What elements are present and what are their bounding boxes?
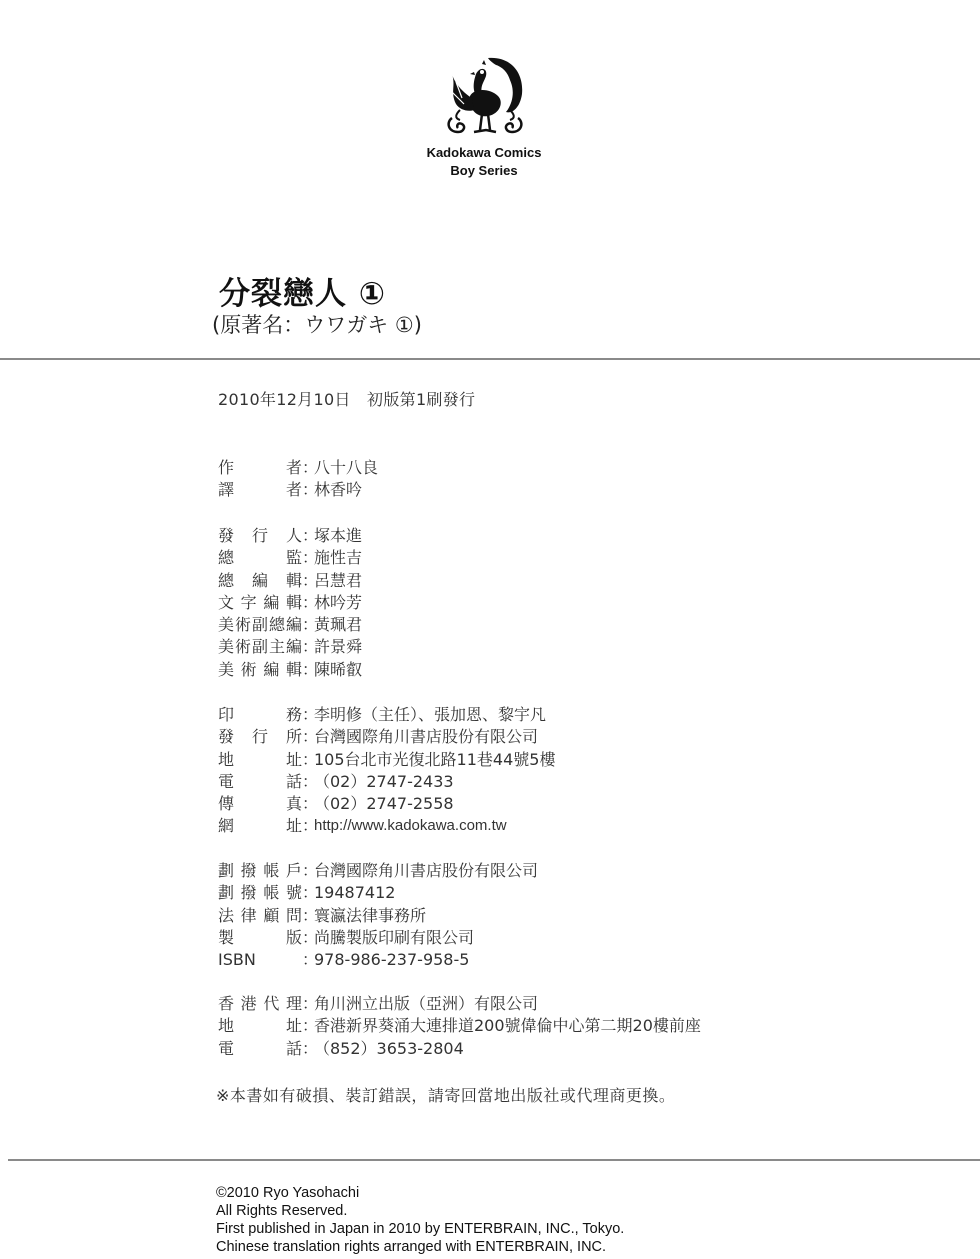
- first-published-line: First published in Japan in 2010 by ENTERBRAIN, INC., Tokyo.: [216, 1221, 625, 1237]
- hk-label: 地 址: [218, 1016, 302, 1036]
- legal-value: 寰瀛法律事務所: [314, 905, 427, 925]
- staff-label: 發行人: [218, 526, 302, 545]
- company-value: 台灣國際角川書店股份有限公司: [314, 727, 539, 747]
- legal-row: [218, 927, 538, 949]
- staff-value: 施性吉: [314, 548, 363, 568]
- company-row: [218, 793, 555, 815]
- hk-label: 電 話: [218, 1038, 302, 1058]
- translation-rights-line: Chinese translation rights arranged with ENTERBRAIN, INC.: [216, 1239, 607, 1255]
- company-label: 地 址: [218, 749, 302, 769]
- copyright-block: [216, 1184, 624, 1256]
- colon: ：: [302, 1016, 319, 1036]
- publication-date: 2010年12月10日 初版第1刷發行: [218, 390, 476, 409]
- rights-line: All Rights Reserved.: [216, 1203, 348, 1219]
- original-title: (原著名：ウワガキ ①): [212, 313, 422, 337]
- company-value: （02）2747-2433: [314, 771, 454, 791]
- divider-top: [0, 358, 980, 360]
- hk-label: 香港代理: [218, 994, 302, 1013]
- isbn-value: 978-986-237-958-5: [314, 950, 470, 970]
- colon: ：: [302, 861, 319, 880]
- credit-value: 八十八良: [314, 458, 379, 477]
- credit-label: 譯 者: [218, 480, 302, 500]
- staff-label: 總編輯: [218, 570, 302, 590]
- colon: ：: [302, 905, 319, 925]
- legal-row: [218, 860, 538, 882]
- company-value: 105台北市光復北路11巷44號5樓: [314, 749, 556, 769]
- staff-label: 美術副總編: [218, 615, 302, 635]
- damage-notice: ※本書如有破損、裝訂錯誤，請寄回當地出版社或代理商更換。: [216, 1086, 676, 1105]
- colon: ：: [302, 659, 319, 679]
- staff-value: 許景舜: [314, 637, 363, 657]
- legal-row-isbn: [218, 949, 538, 971]
- credit-label: 作 者: [218, 458, 302, 477]
- colon: ：: [302, 592, 319, 612]
- company-website-value: http://www.kadokawa.com.tw: [314, 817, 507, 835]
- colon: ：: [302, 526, 319, 545]
- copyright-line: ©2010 Ryo Yasohachi: [216, 1185, 360, 1201]
- legal-label: 劃撥帳號: [218, 883, 302, 903]
- staff-value: 陳晞叡: [314, 659, 363, 679]
- hk-row: [218, 993, 701, 1015]
- hk-value: 香港新界葵涌大連排道200號偉倫中心第二期20樓前座: [314, 1016, 701, 1036]
- staff-value: 林吟芳: [314, 592, 363, 612]
- staff-value: 黃珮君: [314, 615, 363, 635]
- staff-row: [218, 570, 362, 592]
- staff-row: [218, 547, 362, 569]
- staff-label: 總 監: [218, 548, 302, 568]
- company-row: [218, 704, 555, 726]
- colon: ：: [302, 749, 319, 769]
- publisher-series-line2: Boy Series: [450, 163, 518, 178]
- credits-block: [218, 457, 378, 502]
- legal-block: [218, 860, 538, 971]
- legal-value: 19487412: [314, 883, 396, 903]
- colon: ：: [302, 705, 319, 724]
- company-value: 李明修（主任）、張加恩、黎宇凡: [314, 705, 547, 724]
- colon: ：: [302, 615, 319, 635]
- staff-row: [218, 659, 362, 681]
- legal-row: [218, 905, 538, 927]
- company-label: 網 址: [218, 816, 302, 836]
- staff-label: 美術編輯: [218, 659, 302, 679]
- divider-bottom: [8, 1159, 980, 1161]
- company-row: [218, 815, 555, 837]
- company-value: （02）2747-2558: [314, 794, 454, 814]
- legal-value: 台灣國際角川書店股份有限公司: [314, 861, 539, 880]
- colon: ：: [302, 1038, 319, 1058]
- legal-label: 法律顧問: [218, 905, 302, 925]
- company-label: 傳 真: [218, 794, 302, 814]
- hk-value: （852）3653-2804: [314, 1038, 464, 1058]
- staff-label: 文字編輯: [218, 592, 302, 612]
- staff-value: 呂慧君: [314, 570, 363, 590]
- hk-row: [218, 1038, 701, 1060]
- legal-row: [218, 882, 538, 904]
- legal-label: 製 版: [218, 927, 302, 947]
- company-block: [218, 704, 555, 838]
- phoenix-icon: [440, 52, 530, 142]
- staff-block: [218, 525, 362, 681]
- colon: ：: [302, 637, 319, 657]
- colon: ：: [302, 570, 319, 590]
- staff-row: [218, 592, 362, 614]
- publisher-series-line1: Kadokawa Comics: [426, 145, 542, 160]
- credit-row-translator: [218, 479, 378, 501]
- colon: ：: [302, 883, 319, 903]
- legal-value: 尚騰製版印刷有限公司: [314, 927, 475, 947]
- staff-label: 美術副主編: [218, 637, 302, 657]
- book-title: 分裂戀人 ①: [219, 276, 387, 312]
- colon: ：: [302, 794, 319, 814]
- colon: ：: [302, 927, 319, 947]
- colon: ：: [302, 771, 319, 791]
- company-row: [218, 749, 555, 771]
- credit-value: 林香吟: [314, 480, 363, 500]
- colon: ：: [302, 458, 319, 477]
- colon: ：: [302, 950, 319, 970]
- staff-row: [218, 614, 362, 636]
- company-label: 電 話: [218, 771, 302, 791]
- credit-row-author: [218, 457, 378, 479]
- colon: ：: [302, 816, 319, 836]
- legal-label: 劃撥帳戶: [218, 861, 302, 880]
- company-label: 發行所: [218, 727, 302, 747]
- colon: ：: [302, 994, 319, 1013]
- colon: ：: [302, 480, 319, 500]
- company-label: 印 務: [218, 705, 302, 724]
- staff-row: [218, 636, 362, 658]
- hk-row: [218, 1015, 701, 1037]
- company-row: [218, 771, 555, 793]
- hong-kong-block: [218, 993, 701, 1060]
- company-row: [218, 726, 555, 748]
- colon: ：: [302, 727, 319, 747]
- colon: ：: [302, 548, 319, 568]
- hk-value: 角川洲立出版（亞洲）有限公司: [314, 994, 539, 1013]
- staff-row: [218, 525, 362, 547]
- staff-value: 塚本進: [314, 526, 363, 545]
- isbn-label: ISBN: [218, 950, 256, 970]
